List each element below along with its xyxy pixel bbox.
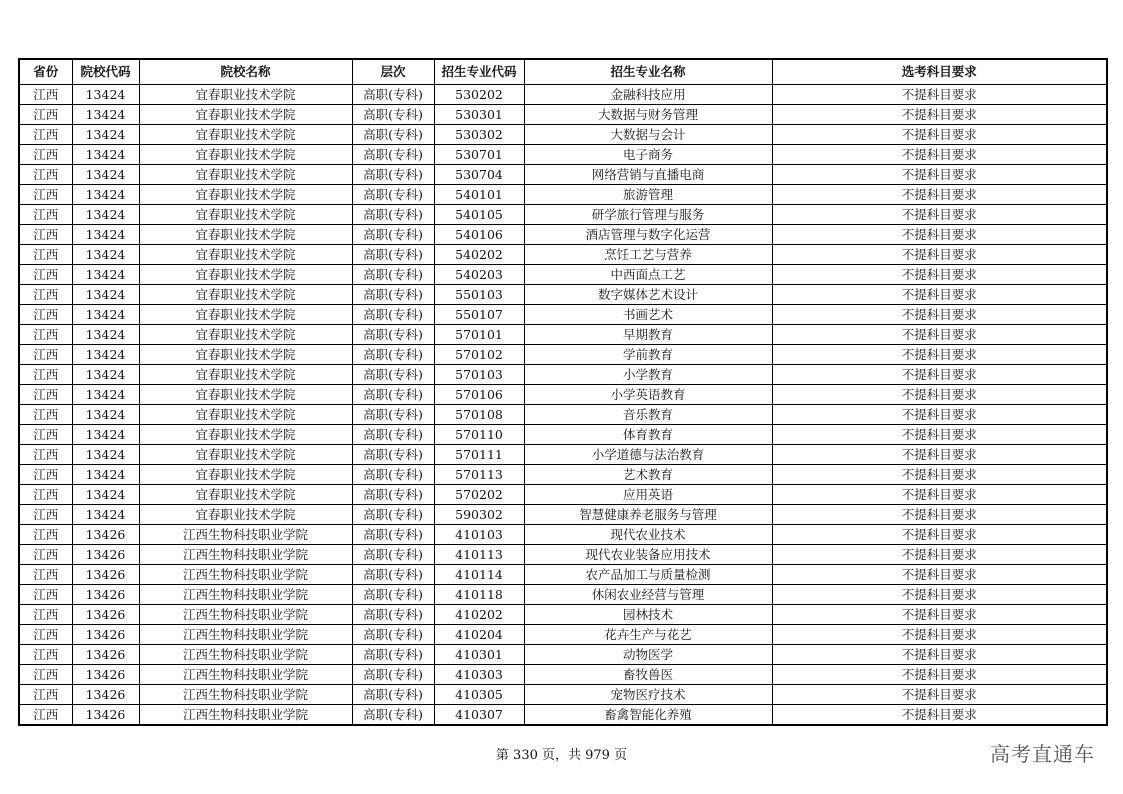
cell-major-name: 小学英语教育 (524, 385, 772, 405)
cell-major-name: 大数据与会计 (524, 125, 772, 145)
cell-school-code: 13424 (72, 305, 139, 325)
cell-subject-requirement: 不提科目要求 (772, 345, 1107, 365)
table-row (19, 705, 1107, 726)
cell-province: 江西 (19, 705, 72, 726)
cell-school-code: 13424 (72, 285, 139, 305)
admission-table (18, 58, 1108, 726)
header-subject-requirement: 选考科目要求 (772, 59, 1107, 85)
cell-school-code: 13424 (72, 425, 139, 445)
cell-major-code: 540105 (434, 205, 524, 225)
cell-level: 高职(专科) (352, 565, 434, 585)
cell-subject-requirement: 不提科目要求 (772, 545, 1107, 565)
cell-school-code: 13426 (72, 625, 139, 645)
cell-school-name: 江西生物科技职业学院 (139, 605, 352, 625)
cell-major-code: 530704 (434, 165, 524, 185)
table-row (19, 285, 1107, 305)
cell-subject-requirement: 不提科目要求 (772, 145, 1107, 165)
cell-major-name: 小学道德与法治教育 (524, 445, 772, 465)
cell-level: 高职(专科) (352, 425, 434, 445)
cell-school-name: 江西生物科技职业学院 (139, 625, 352, 645)
header-school-name: 院校名称 (139, 59, 352, 85)
cell-level: 高职(专科) (352, 185, 434, 205)
cell-level: 高职(专科) (352, 225, 434, 245)
cell-school-name: 宜春职业技术学院 (139, 365, 352, 385)
table-row (19, 85, 1107, 105)
cell-level: 高职(专科) (352, 285, 434, 305)
table-row (19, 645, 1107, 665)
cell-major-code: 550103 (434, 285, 524, 305)
cell-level: 高职(专科) (352, 325, 434, 345)
cell-province: 江西 (19, 565, 72, 585)
cell-school-code: 13424 (72, 205, 139, 225)
cell-major-name: 宠物医疗技术 (524, 685, 772, 705)
cell-province: 江西 (19, 585, 72, 605)
cell-subject-requirement: 不提科目要求 (772, 265, 1107, 285)
cell-major-name: 园林技术 (524, 605, 772, 625)
cell-subject-requirement: 不提科目要求 (772, 705, 1107, 726)
cell-major-code: 570108 (434, 405, 524, 425)
cell-level: 高职(专科) (352, 485, 434, 505)
cell-level: 高职(专科) (352, 465, 434, 485)
table-header (19, 59, 1107, 85)
cell-level: 高职(专科) (352, 345, 434, 365)
cell-subject-requirement: 不提科目要求 (772, 585, 1107, 605)
cell-school-code: 13424 (72, 345, 139, 365)
cell-province: 江西 (19, 405, 72, 425)
cell-subject-requirement: 不提科目要求 (772, 685, 1107, 705)
cell-major-name: 金融科技应用 (524, 85, 772, 105)
cell-major-code: 570111 (434, 445, 524, 465)
cell-subject-requirement: 不提科目要求 (772, 85, 1107, 105)
cell-major-name: 研学旅行管理与服务 (524, 205, 772, 225)
cell-major-name: 大数据与财务管理 (524, 105, 772, 125)
cell-province: 江西 (19, 185, 72, 205)
table-row (19, 265, 1107, 285)
cell-level: 高职(专科) (352, 665, 434, 685)
cell-school-code: 13424 (72, 225, 139, 245)
cell-level: 高职(专科) (352, 145, 434, 165)
table-row (19, 685, 1107, 705)
header-province: 省份 (19, 59, 72, 85)
cell-province: 江西 (19, 125, 72, 145)
cell-school-name: 宜春职业技术学院 (139, 345, 352, 365)
table-row (19, 145, 1107, 165)
cell-school-name: 宜春职业技术学院 (139, 325, 352, 345)
cell-school-code: 13424 (72, 325, 139, 345)
cell-major-name: 应用英语 (524, 485, 772, 505)
cell-major-name: 现代农业技术 (524, 525, 772, 545)
cell-subject-requirement: 不提科目要求 (772, 225, 1107, 245)
cell-major-name: 畜牧兽医 (524, 665, 772, 685)
cell-level: 高职(专科) (352, 105, 434, 125)
cell-level: 高职(专科) (352, 645, 434, 665)
cell-subject-requirement: 不提科目要求 (772, 305, 1107, 325)
cell-province: 江西 (19, 625, 72, 645)
table-row (19, 225, 1107, 245)
cell-school-code: 13424 (72, 505, 139, 525)
header-level: 层次 (352, 59, 434, 85)
cell-level: 高职(专科) (352, 705, 434, 726)
cell-major-code: 410305 (434, 685, 524, 705)
cell-major-code: 590302 (434, 505, 524, 525)
cell-subject-requirement: 不提科目要求 (772, 645, 1107, 665)
cell-subject-requirement: 不提科目要求 (772, 405, 1107, 425)
cell-province: 江西 (19, 285, 72, 305)
cell-school-code: 13424 (72, 485, 139, 505)
cell-province: 江西 (19, 85, 72, 105)
cell-subject-requirement: 不提科目要求 (772, 525, 1107, 545)
cell-school-code: 13424 (72, 365, 139, 385)
cell-school-name: 宜春职业技术学院 (139, 425, 352, 445)
cell-province: 江西 (19, 345, 72, 365)
cell-level: 高职(专科) (352, 685, 434, 705)
cell-subject-requirement: 不提科目要求 (772, 425, 1107, 445)
cell-major-code: 410301 (434, 645, 524, 665)
cell-school-code: 13424 (72, 405, 139, 425)
cell-major-code: 570110 (434, 425, 524, 445)
cell-major-name: 中西面点工艺 (524, 265, 772, 285)
cell-province: 江西 (19, 605, 72, 625)
cell-subject-requirement: 不提科目要求 (772, 665, 1107, 685)
cell-school-code: 13426 (72, 685, 139, 705)
cell-school-name: 江西生物科技职业学院 (139, 545, 352, 565)
cell-level: 高职(专科) (352, 245, 434, 265)
cell-subject-requirement: 不提科目要求 (772, 185, 1107, 205)
table-row (19, 185, 1107, 205)
cell-level: 高职(专科) (352, 625, 434, 645)
cell-school-code: 13424 (72, 245, 139, 265)
cell-subject-requirement: 不提科目要求 (772, 565, 1107, 585)
cell-school-name: 江西生物科技职业学院 (139, 645, 352, 665)
cell-province: 江西 (19, 545, 72, 565)
cell-province: 江西 (19, 225, 72, 245)
cell-school-name: 宜春职业技术学院 (139, 245, 352, 265)
cell-major-code: 540106 (434, 225, 524, 245)
cell-school-name: 宜春职业技术学院 (139, 185, 352, 205)
cell-school-name: 江西生物科技职业学院 (139, 565, 352, 585)
cell-major-code: 410114 (434, 565, 524, 585)
cell-major-code: 570103 (434, 365, 524, 385)
cell-province: 江西 (19, 525, 72, 545)
cell-level: 高职(专科) (352, 85, 434, 105)
table-row (19, 205, 1107, 225)
cell-major-code: 530302 (434, 125, 524, 145)
cell-school-name: 宜春职业技术学院 (139, 405, 352, 425)
cell-subject-requirement: 不提科目要求 (772, 325, 1107, 345)
table-row (19, 405, 1107, 425)
cell-school-name: 宜春职业技术学院 (139, 385, 352, 405)
cell-major-code: 570113 (434, 465, 524, 485)
table-row (19, 665, 1107, 685)
cell-school-name: 宜春职业技术学院 (139, 265, 352, 285)
cell-school-code: 13426 (72, 565, 139, 585)
table-row (19, 605, 1107, 625)
cell-school-code: 13426 (72, 645, 139, 665)
cell-major-code: 410307 (434, 705, 524, 726)
cell-major-name: 体育教育 (524, 425, 772, 445)
cell-subject-requirement: 不提科目要求 (772, 205, 1107, 225)
cell-major-code: 570102 (434, 345, 524, 365)
cell-school-code: 13426 (72, 585, 139, 605)
cell-school-code: 13424 (72, 145, 139, 165)
cell-subject-requirement: 不提科目要求 (772, 505, 1107, 525)
cell-school-name: 宜春职业技术学院 (139, 165, 352, 185)
table-row (19, 445, 1107, 465)
header-major-code: 招生专业代码 (434, 59, 524, 85)
watermark: 高考直通车 (990, 742, 1095, 766)
cell-school-code: 13424 (72, 105, 139, 125)
cell-level: 高职(专科) (352, 605, 434, 625)
cell-subject-requirement: 不提科目要求 (772, 465, 1107, 485)
cell-level: 高职(专科) (352, 205, 434, 225)
cell-major-name: 农产品加工与质量检测 (524, 565, 772, 585)
cell-subject-requirement: 不提科目要求 (772, 485, 1107, 505)
cell-school-code: 13424 (72, 185, 139, 205)
table-body (19, 85, 1107, 726)
table-row (19, 625, 1107, 645)
cell-province: 江西 (19, 685, 72, 705)
cell-major-name: 学前教育 (524, 345, 772, 365)
cell-major-name: 智慧健康养老服务与管理 (524, 505, 772, 525)
header-row (19, 59, 1107, 85)
cell-school-code: 13424 (72, 465, 139, 485)
cell-subject-requirement: 不提科目要求 (772, 625, 1107, 645)
cell-school-name: 宜春职业技术学院 (139, 445, 352, 465)
cell-province: 江西 (19, 645, 72, 665)
cell-school-code: 13426 (72, 705, 139, 726)
cell-major-name: 花卉生产与花艺 (524, 625, 772, 645)
cell-subject-requirement: 不提科目要求 (772, 285, 1107, 305)
cell-school-code: 13424 (72, 445, 139, 465)
cell-level: 高职(专科) (352, 545, 434, 565)
cell-school-name: 江西生物科技职业学院 (139, 705, 352, 726)
cell-level: 高职(专科) (352, 305, 434, 325)
cell-level: 高职(专科) (352, 165, 434, 185)
cell-level: 高职(专科) (352, 365, 434, 385)
cell-school-name: 江西生物科技职业学院 (139, 665, 352, 685)
cell-major-name: 网络营销与直播电商 (524, 165, 772, 185)
cell-major-code: 410303 (434, 665, 524, 685)
table-row (19, 345, 1107, 365)
cell-major-code: 540202 (434, 245, 524, 265)
table-row (19, 565, 1107, 585)
cell-major-name: 休闲农业经营与管理 (524, 585, 772, 605)
cell-major-name: 艺术教育 (524, 465, 772, 485)
header-school-code: 院校代码 (72, 59, 139, 85)
cell-major-name: 数字媒体艺术设计 (524, 285, 772, 305)
cell-major-name: 小学教育 (524, 365, 772, 385)
cell-major-name: 畜禽智能化养殖 (524, 705, 772, 726)
cell-school-code: 13426 (72, 665, 139, 685)
cell-school-name: 宜春职业技术学院 (139, 205, 352, 225)
cell-province: 江西 (19, 245, 72, 265)
cell-school-code: 13426 (72, 605, 139, 625)
cell-province: 江西 (19, 105, 72, 125)
cell-major-name: 书画艺术 (524, 305, 772, 325)
cell-province: 江西 (19, 425, 72, 445)
cell-subject-requirement: 不提科目要求 (772, 165, 1107, 185)
cell-major-code: 570101 (434, 325, 524, 345)
cell-subject-requirement: 不提科目要求 (772, 605, 1107, 625)
cell-major-code: 550107 (434, 305, 524, 325)
table-row (19, 305, 1107, 325)
cell-school-code: 13424 (72, 265, 139, 285)
cell-subject-requirement: 不提科目要求 (772, 245, 1107, 265)
table-row (19, 385, 1107, 405)
cell-major-code: 410204 (434, 625, 524, 645)
cell-school-name: 江西生物科技职业学院 (139, 525, 352, 545)
cell-school-name: 宜春职业技术学院 (139, 485, 352, 505)
cell-subject-requirement: 不提科目要求 (772, 105, 1107, 125)
cell-major-name: 早期教育 (524, 325, 772, 345)
cell-province: 江西 (19, 365, 72, 385)
cell-subject-requirement: 不提科目要求 (772, 365, 1107, 385)
cell-school-name: 宜春职业技术学院 (139, 285, 352, 305)
cell-province: 江西 (19, 325, 72, 345)
cell-school-code: 13424 (72, 85, 139, 105)
cell-province: 江西 (19, 205, 72, 225)
cell-level: 高职(专科) (352, 405, 434, 425)
cell-subject-requirement: 不提科目要求 (772, 445, 1107, 465)
cell-level: 高职(专科) (352, 525, 434, 545)
cell-school-name: 宜春职业技术学院 (139, 465, 352, 485)
cell-major-name: 电子商务 (524, 145, 772, 165)
cell-major-name: 酒店管理与数字化运营 (524, 225, 772, 245)
cell-major-code: 540101 (434, 185, 524, 205)
cell-province: 江西 (19, 385, 72, 405)
cell-major-code: 530301 (434, 105, 524, 125)
table-row (19, 545, 1107, 565)
table-row (19, 245, 1107, 265)
cell-major-code: 570202 (434, 485, 524, 505)
cell-major-code: 530701 (434, 145, 524, 165)
cell-province: 江西 (19, 265, 72, 285)
table-row (19, 425, 1107, 445)
cell-school-code: 13424 (72, 165, 139, 185)
cell-major-code: 530202 (434, 85, 524, 105)
table-row (19, 465, 1107, 485)
cell-major-code: 410202 (434, 605, 524, 625)
cell-school-code: 13424 (72, 125, 139, 145)
cell-major-name: 旅游管理 (524, 185, 772, 205)
cell-school-name: 江西生物科技职业学院 (139, 685, 352, 705)
table-row (19, 485, 1107, 505)
cell-major-name: 现代农业装备应用技术 (524, 545, 772, 565)
cell-school-name: 宜春职业技术学院 (139, 305, 352, 325)
cell-school-name: 宜春职业技术学院 (139, 145, 352, 165)
cell-subject-requirement: 不提科目要求 (772, 125, 1107, 145)
cell-major-name: 动物医学 (524, 645, 772, 665)
cell-province: 江西 (19, 305, 72, 325)
table-row (19, 325, 1107, 345)
table-row (19, 525, 1107, 545)
cell-school-code: 13426 (72, 525, 139, 545)
table-row (19, 505, 1107, 525)
page-number: 第 330 页，共 979 页 (495, 748, 628, 763)
cell-province: 江西 (19, 445, 72, 465)
cell-level: 高职(专科) (352, 125, 434, 145)
table-row (19, 105, 1107, 125)
cell-province: 江西 (19, 485, 72, 505)
cell-level: 高职(专科) (352, 445, 434, 465)
cell-school-name: 宜春职业技术学院 (139, 125, 352, 145)
cell-major-code: 570106 (434, 385, 524, 405)
cell-level: 高职(专科) (352, 385, 434, 405)
cell-province: 江西 (19, 505, 72, 525)
cell-school-name: 宜春职业技术学院 (139, 85, 352, 105)
table-row (19, 585, 1107, 605)
cell-province: 江西 (19, 165, 72, 185)
cell-province: 江西 (19, 465, 72, 485)
cell-major-code: 410103 (434, 525, 524, 545)
cell-subject-requirement: 不提科目要求 (772, 385, 1107, 405)
table-row (19, 165, 1107, 185)
cell-major-code: 540203 (434, 265, 524, 285)
header-major-name: 招生专业名称 (524, 59, 772, 85)
cell-school-code: 13424 (72, 385, 139, 405)
cell-level: 高职(专科) (352, 585, 434, 605)
cell-school-name: 宜春职业技术学院 (139, 105, 352, 125)
cell-major-code: 410113 (434, 545, 524, 565)
cell-school-name: 江西生物科技职业学院 (139, 585, 352, 605)
table-row (19, 365, 1107, 385)
cell-major-name: 烹饪工艺与营养 (524, 245, 772, 265)
cell-major-code: 410118 (434, 585, 524, 605)
cell-school-name: 宜春职业技术学院 (139, 225, 352, 245)
cell-province: 江西 (19, 145, 72, 165)
cell-major-name: 音乐教育 (524, 405, 772, 425)
cell-school-code: 13426 (72, 545, 139, 565)
table-row (19, 125, 1107, 145)
cell-level: 高职(专科) (352, 505, 434, 525)
cell-province: 江西 (19, 665, 72, 685)
cell-level: 高职(专科) (352, 265, 434, 285)
cell-school-name: 宜春职业技术学院 (139, 505, 352, 525)
